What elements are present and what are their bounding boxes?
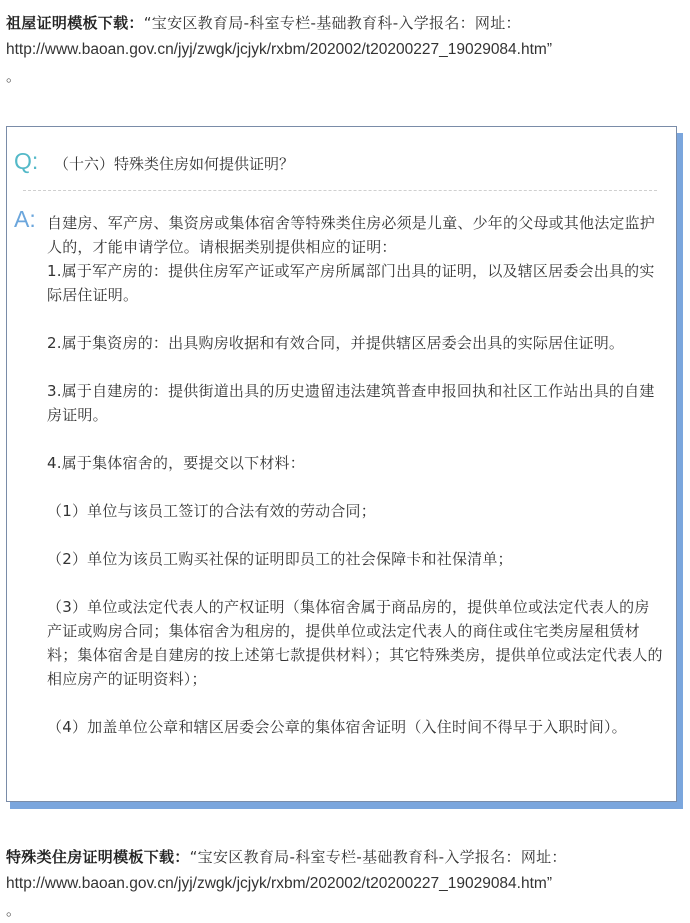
answer-item-dormitory: 4.属于集体宿舍的，要提交以下材料： (47, 454, 305, 472)
answer-marker: A: (14, 206, 36, 232)
dormitory-material-4: （4）加盖单位公章和辖区居委会公章的集体宿舍证明（入住时间不得早于入职时间）。 (47, 718, 627, 736)
sentence-end: 。 (6, 67, 22, 85)
qa-divider (23, 190, 657, 191)
question-text: （十六）特殊类住房如何提供证明？ (54, 155, 295, 173)
answer-item-self-built-housing: 3.属于自建房的：提供街道出具的历史遗留违法建筑普查申报回执和社区工作站出具的自建房证明。 (47, 382, 655, 424)
download-note-ancestral-house (6, 10, 682, 89)
answer-body (47, 211, 664, 739)
download-path-text: “宝安区教育局-科室专栏-基础教育科-入学报名：网址： (189, 848, 567, 866)
answer-intro: 自建房、军产房、集资房或集体宿舍等特殊类住房必须是儿童、少年的父母或其他法定监护人的，才能申请学位。请根据类别提供相应的证明： (47, 214, 656, 256)
dormitory-material-1: （1）单位与该员工签订的合法有效的劳动合同； (47, 502, 376, 520)
download-path-text: “宝安区教育局-科室专栏-基础教育科-入学报名：网址： (143, 14, 521, 32)
download-label: 祖屋证明模板下载： (6, 14, 144, 32)
download-url[interactable]: http://www.baoan.gov.cn/jyj/zwgk/jcjyk/rxbm/202002/t20200227_19029084.htm” (6, 41, 552, 58)
download-note-special-housing (6, 844, 682, 923)
answer-item-military-housing: 1.属于军产房的：提供住房军产证或军产房所属部门出具的证明，以及辖区居委会出具的实际居住证明。 (47, 262, 655, 304)
qa-card (6, 126, 677, 802)
answer-item-cooperative-housing: 2.属于集资房的：出具购房收据和有效合同，并提供辖区居委会出具的实际居住证明。 (47, 334, 625, 352)
dormitory-material-3: （3）单位或法定代表人的产权证明（集体宿舍属于商品房的，提供单位或法定代表人的房产证或购房合同；集体宿舍为租房的，提供单位或法定代表人的商住或住宅类房屋租赁材料；集体宿舍是自建房的按上述第七款提供材料）；其它特殊类房，提供单位或法定代表人的相应房产的证明资料）； (47, 598, 663, 688)
question-marker: Q: (14, 148, 39, 174)
dormitory-material-2: （2）单位为该员工购买社保的证明即员工的社会保障卡和社保清单； (47, 550, 513, 568)
download-label: 特殊类住房证明模板下载： (6, 848, 190, 866)
download-url[interactable]: http://www.baoan.gov.cn/jyj/zwgk/jcjyk/rxbm/202002/t20200227_19029084.htm” (6, 875, 552, 892)
sentence-end: 。 (6, 901, 22, 919)
